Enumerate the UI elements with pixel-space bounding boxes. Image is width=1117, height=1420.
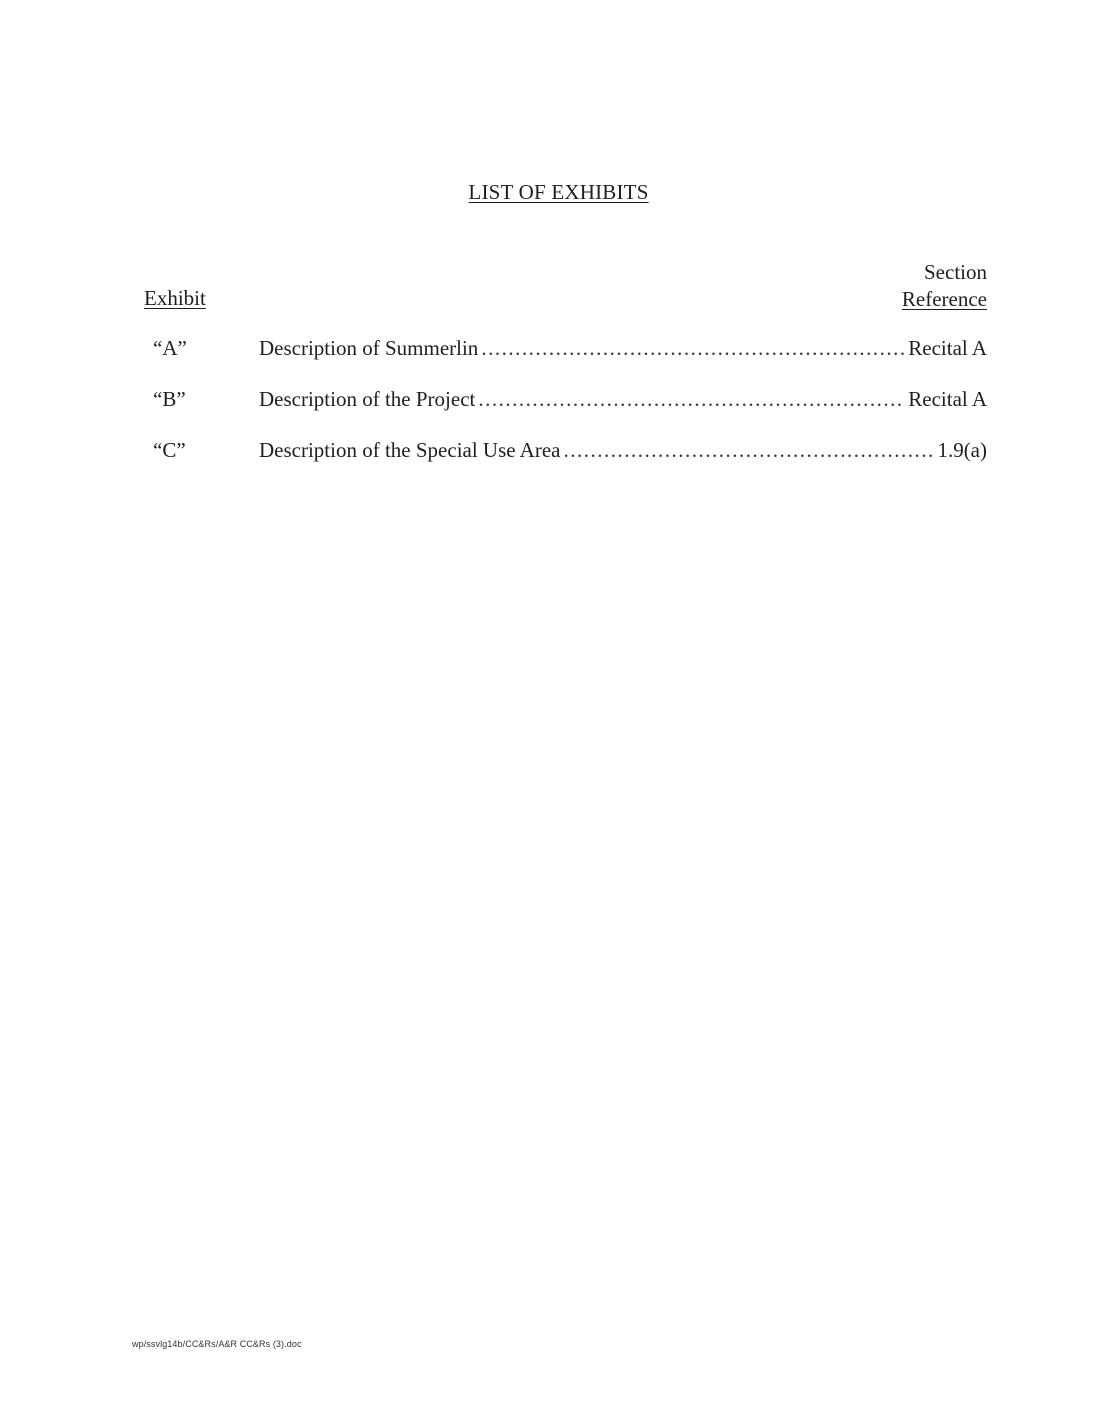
exhibit-row	[0, 438, 1117, 489]
column-header-section: Section	[924, 260, 987, 284]
dot-leader	[481, 336, 905, 361]
column-header-section-reference	[902, 259, 987, 313]
exhibit-entry	[259, 336, 987, 361]
document-footer-path: wp/ssvlg14b/CC&Rs/A&R CC&Rs (3).doc	[132, 1339, 302, 1349]
page-title-text: LIST OF EXHIBITS	[468, 180, 649, 204]
dot-leader	[564, 438, 935, 463]
exhibit-letter: “B”	[153, 387, 186, 411]
exhibit-letter: “C”	[153, 438, 186, 462]
exhibit-row	[0, 336, 1117, 387]
exhibit-letter: “A”	[153, 336, 187, 360]
exhibit-description: Description of the Project	[259, 387, 476, 411]
exhibit-entry	[259, 387, 987, 412]
exhibit-row	[0, 387, 1117, 438]
column-header-reference: Reference	[901, 287, 987, 311]
column-header-exhibit: Exhibit	[144, 286, 206, 310]
exhibit-reference: 1.9(a)	[937, 438, 987, 462]
dot-leader	[478, 387, 905, 412]
exhibit-description: Description of Summerlin	[259, 336, 479, 360]
exhibit-list	[0, 336, 1117, 489]
exhibit-entry	[259, 438, 987, 463]
exhibit-reference: Recital A	[908, 387, 987, 411]
page-title	[0, 180, 1117, 205]
exhibit-description: Description of the Special Use Area	[259, 438, 561, 462]
exhibit-reference: Recital A	[908, 336, 987, 360]
